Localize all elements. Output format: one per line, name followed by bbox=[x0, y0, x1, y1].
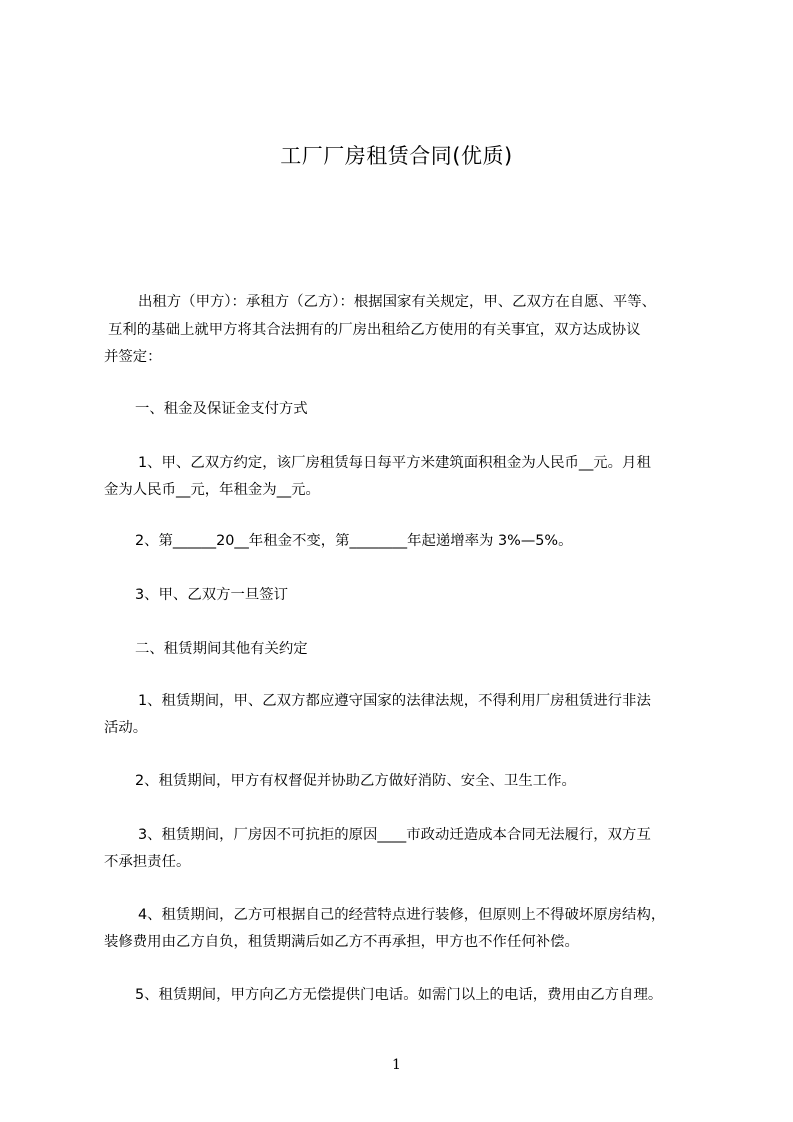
intro-line-2: 互利的基础上就甲方将其合法拥有的厂房出租给乙方使用的有关事宜，双方达成协议 bbox=[108, 322, 641, 338]
section1-item1-line-2: 金为人民币__元，年租金为__元。 bbox=[104, 482, 320, 498]
section1-item1-line-1: 1、甲、乙双方约定，该厂房租赁每日每平方米建筑面积租金为人民币__元。月租 bbox=[138, 455, 651, 471]
page-number: 1 bbox=[392, 1057, 401, 1073]
section1-item3: 3、甲、乙双方一旦签订 bbox=[135, 587, 289, 603]
section2-item3-line-2: 不承担责任。 bbox=[104, 854, 191, 870]
section2-item3-line-1: 3、租赁期间，厂房因不可抗拒的原因____市政动迁造成本合同无法履行，双方互 bbox=[138, 827, 651, 843]
intro-line-1: 出租方（甲方）：承租方（乙方）：根据国家有关规定，甲、乙双方在自愿、平等、 bbox=[138, 294, 657, 310]
document-title: 工厂厂房租赁合同(优质) bbox=[280, 144, 513, 168]
section2-item1-line-2: 活动。 bbox=[104, 720, 148, 736]
section1-item2: 2、第______20__年租金不变，第________年起递增率为 3%—5%。 bbox=[135, 533, 573, 549]
section2-item4-line-1: 4、租赁期间，乙方可根据自己的经营特点进行装修，但原则上不得破坏原房结构， bbox=[138, 907, 666, 923]
section2-heading: 二、租赁期间其他有关约定 bbox=[135, 641, 308, 657]
section2-item4-line-2: 装修费用由乙方自负，租赁期满后如乙方不再承担，甲方也不作任何补偿。 bbox=[104, 934, 579, 950]
section1-heading: 一、租金及保证金支付方式 bbox=[135, 401, 308, 417]
section2-item5: 5、租赁期间，甲方向乙方无偿提供门电话。如需门以上的电话，费用由乙方自理。 bbox=[135, 987, 663, 1003]
section2-item2: 2、租赁期间，甲方有权督促并协助乙方做好消防、安全、卫生工作。 bbox=[135, 773, 576, 789]
section2-item1-line-1: 1、租赁期间，甲、乙双方都应遵守国家的法律法规，不得利用厂房租赁进行非法 bbox=[138, 693, 651, 709]
intro-line-3: 并签定： bbox=[104, 349, 162, 365]
